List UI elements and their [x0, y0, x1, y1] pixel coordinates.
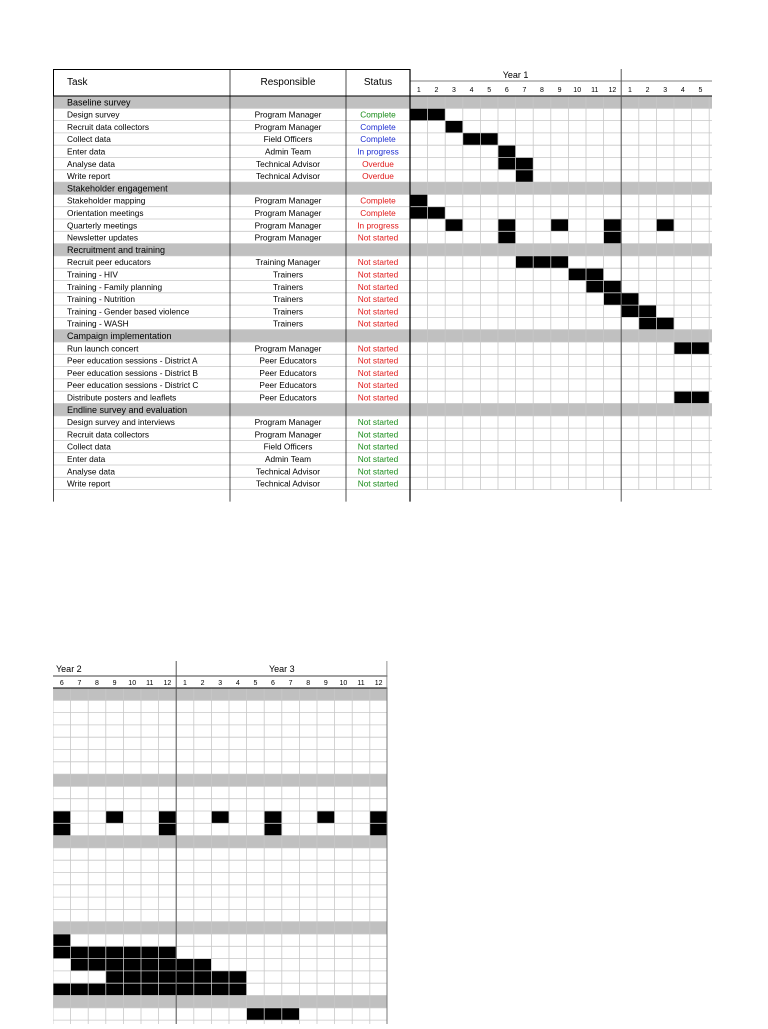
gantt-bar — [410, 194, 428, 206]
month-label: 6 — [271, 680, 275, 687]
gantt-bar — [53, 946, 71, 958]
task-name: Recruit peer educators — [67, 257, 151, 268]
task-responsible: Program Manager — [254, 429, 322, 440]
task-responsible: Program Manager — [254, 208, 322, 218]
task-responsible: Trainers — [272, 318, 304, 329]
gantt-bar — [71, 983, 89, 995]
gantt-bar — [159, 811, 177, 823]
month-label: 7 — [77, 680, 82, 687]
task-name: Analyse data — [67, 466, 115, 477]
gantt-bar — [71, 946, 89, 958]
gantt-bar — [516, 158, 534, 170]
month-label: 4 — [680, 87, 685, 94]
gantt-bar — [410, 207, 428, 219]
task-responsible: Program Manager — [254, 109, 322, 120]
month-label: 7 — [522, 87, 527, 94]
gantt-bar — [176, 971, 194, 983]
status-badge: Overdue — [362, 158, 394, 169]
task-responsible: Technical Advisor — [255, 478, 321, 489]
status-badge: Not started — [357, 232, 399, 243]
task-name: Recruit data collectors — [67, 429, 150, 440]
gantt-bar — [176, 959, 194, 971]
gantt-bar — [106, 971, 124, 983]
gantt-bar — [159, 959, 177, 971]
task-name: Quarterly meetings — [67, 220, 138, 231]
gantt-bar — [264, 823, 282, 835]
task-name: Design survey — [67, 109, 120, 120]
task-responsible: Program Manager — [254, 417, 322, 428]
month-label: 9 — [112, 680, 117, 687]
gantt-bar — [692, 342, 710, 354]
month-label: 10 — [339, 680, 348, 687]
year-label: Year 3 — [268, 664, 295, 674]
gantt-bar — [282, 1008, 300, 1020]
gantt-bar — [123, 959, 141, 971]
task-name: Training - Family planning — [67, 281, 163, 292]
gantt-bar — [71, 959, 89, 971]
month-label: 11 — [357, 680, 365, 687]
gantt-bar — [586, 281, 604, 293]
gantt-bar — [159, 946, 177, 958]
month-label: 8 — [95, 680, 99, 687]
gantt-bar — [410, 108, 428, 120]
month-label: 4 — [469, 87, 474, 94]
gantt-bar — [498, 158, 516, 170]
month-label: 12 — [163, 680, 172, 687]
gantt-bar — [551, 256, 569, 268]
status-badge: Not started — [357, 343, 399, 354]
status-badge: Not started — [357, 281, 399, 292]
gantt-bar — [106, 983, 124, 995]
status-badge: Not started — [357, 318, 399, 329]
task-responsible: Technical Advisor — [255, 466, 321, 477]
task-responsible: Training Manager — [255, 257, 321, 268]
status-badge: Not started — [357, 367, 399, 378]
section-band — [53, 688, 387, 700]
task-responsible: Field Officers — [263, 134, 313, 145]
task-responsible: Peer Educators — [259, 392, 317, 403]
status-badge: Overdue — [362, 171, 394, 182]
gantt-bar — [604, 219, 622, 231]
gantt-bar — [123, 983, 141, 995]
status-badge: In progress — [357, 220, 399, 231]
gantt-bar — [428, 207, 446, 219]
gantt-bar — [123, 946, 141, 958]
gantt-bar — [141, 946, 159, 958]
status-badge: Complete — [360, 134, 396, 145]
section-label: Stakeholder engagement — [67, 183, 168, 194]
month-label: 1 — [183, 680, 187, 687]
gantt-bar — [106, 811, 124, 823]
section-band — [53, 922, 387, 934]
gantt-bar — [53, 823, 71, 835]
header-responsible: Responsible — [260, 77, 316, 88]
task-name: Analyse data — [67, 158, 115, 169]
gantt-bar — [568, 268, 586, 280]
gantt-bar — [445, 219, 463, 231]
task-name: Training - WASH — [67, 318, 129, 329]
gantt-bar — [194, 983, 212, 995]
task-name: Write report — [67, 171, 111, 182]
month-label: 5 — [253, 680, 258, 687]
task-responsible: Peer Educators — [259, 367, 317, 378]
month-label: 12 — [608, 87, 617, 94]
gantt-bar — [141, 983, 159, 995]
month-label: 1 — [416, 87, 421, 94]
month-label: 8 — [306, 680, 311, 687]
month-label: 11 — [591, 87, 599, 94]
status-badge: Not started — [357, 257, 399, 268]
task-name: Newsletter updates — [67, 232, 139, 243]
task-name: Training - Nutrition — [67, 294, 135, 305]
month-label: 4 — [235, 680, 240, 687]
month-label: 1 — [628, 87, 632, 94]
gantt-bar — [141, 959, 159, 971]
gantt-bar — [211, 971, 229, 983]
status-badge: Not started — [357, 466, 399, 477]
status-badge: Not started — [357, 269, 399, 280]
task-name: Stakeholder mapping — [67, 195, 146, 206]
gantt-bar — [106, 959, 124, 971]
status-badge: Complete — [360, 195, 396, 206]
gantt-bar — [264, 811, 282, 823]
month-label: 2 — [200, 680, 205, 687]
gantt-bar — [498, 231, 516, 243]
gantt-bar — [194, 959, 212, 971]
month-label: 2 — [434, 87, 439, 94]
gantt-bar — [604, 281, 622, 293]
header-border — [54, 70, 411, 97]
task-name: Peer education sessions - District A — [67, 355, 198, 366]
gantt-bar — [53, 983, 71, 995]
gantt-bar — [247, 1008, 265, 1020]
month-label: 10 — [128, 680, 137, 687]
section-band — [53, 96, 712, 108]
gantt-bar — [88, 959, 106, 971]
task-name: Training - Gender based violence — [67, 306, 190, 317]
task-name: Design survey and interviews — [67, 417, 175, 428]
gantt-table-page-2 — [53, 661, 388, 1024]
gantt-bar — [586, 268, 604, 280]
gantt-bar — [551, 219, 569, 231]
gantt-bar — [88, 946, 106, 958]
task-name: Recruit data collectors — [67, 121, 150, 132]
year-label: Year 1 — [502, 70, 529, 80]
section-label: Endline survey and evaluation — [67, 404, 188, 415]
task-responsible: Technical Advisor — [255, 158, 321, 169]
month-label: 3 — [218, 680, 223, 687]
month-label: 9 — [557, 87, 562, 94]
gantt-bar — [106, 946, 124, 958]
task-responsible: Technical Advisor — [255, 171, 321, 182]
task-responsible: Admin Team — [265, 146, 311, 157]
gantt-bar — [229, 983, 247, 995]
gantt-page-2 — [53, 661, 388, 1024]
section-band — [53, 774, 387, 786]
gantt-bar — [229, 971, 247, 983]
task-name: Training - HIV — [67, 269, 118, 280]
gantt-bar — [498, 219, 516, 231]
header-task: Task — [67, 77, 88, 88]
task-name: Collect data — [67, 441, 111, 452]
gantt-bar — [428, 108, 446, 120]
month-label: 5 — [487, 87, 492, 94]
task-responsible: Trainers — [272, 269, 304, 280]
status-badge: Complete — [360, 109, 396, 120]
task-responsible: Program Manager — [254, 343, 322, 354]
month-label: 11 — [146, 680, 154, 687]
status-badge: Not started — [357, 429, 399, 440]
month-label: 12 — [374, 680, 383, 687]
gantt-bar — [141, 971, 159, 983]
task-name: Orientation meetings — [67, 208, 144, 218]
gantt-bar — [498, 145, 516, 157]
month-label: 3 — [663, 87, 668, 94]
gantt-bar — [176, 983, 194, 995]
gantt-table-page-1 — [53, 69, 712, 502]
gantt-bar — [53, 811, 71, 823]
task-name: Run launch concert — [67, 343, 139, 354]
gantt-bar — [604, 231, 622, 243]
gantt-bar — [53, 934, 71, 946]
status-badge: In progress — [357, 146, 399, 157]
task-responsible: Trainers — [272, 281, 304, 292]
section-label: Campaign implementation — [67, 331, 172, 341]
gantt-bar — [211, 811, 229, 823]
gantt-bar — [159, 823, 177, 835]
status-badge: Not started — [357, 355, 399, 366]
task-name: Distribute posters and leaflets — [67, 392, 177, 403]
month-label: 9 — [323, 680, 328, 687]
task-responsible: Field Officers — [263, 441, 313, 452]
status-badge: Not started — [357, 306, 399, 317]
gantt-bar — [370, 823, 388, 835]
task-name: Peer education sessions - District B — [67, 367, 198, 378]
task-name: Enter data — [67, 146, 106, 157]
header-status: Status — [363, 77, 393, 88]
task-responsible: Admin Team — [265, 454, 311, 464]
gantt-bar — [264, 1008, 282, 1020]
gantt-bar — [370, 811, 388, 823]
gantt-bar — [621, 305, 639, 317]
gantt-bar — [516, 256, 534, 268]
month-label: 10 — [573, 87, 582, 94]
gantt-bar — [463, 133, 481, 145]
month-label: 7 — [288, 680, 293, 687]
gantt-bar — [194, 971, 212, 983]
status-badge: Not started — [357, 380, 399, 391]
task-name: Peer education sessions - District C — [67, 380, 199, 391]
status-badge: Not started — [357, 478, 399, 489]
month-label: 3 — [452, 87, 456, 94]
task-name: Write report — [67, 478, 111, 489]
gantt-page-1 — [53, 69, 712, 502]
gantt-bar — [159, 971, 177, 983]
task-name: Enter data — [67, 454, 106, 464]
gantt-bar — [445, 121, 463, 133]
month-label: 5 — [698, 87, 703, 94]
status-badge: Complete — [360, 121, 396, 132]
status-badge: Not started — [357, 454, 399, 464]
task-name: Collect data — [67, 134, 111, 145]
month-label: 6 — [504, 87, 509, 94]
status-badge: Not started — [357, 392, 399, 403]
task-responsible: Program Manager — [254, 121, 322, 132]
task-responsible: Trainers — [272, 306, 304, 317]
gantt-bar — [656, 317, 674, 329]
section-band — [53, 836, 387, 848]
gantt-bar — [159, 983, 177, 995]
status-badge: Not started — [357, 294, 399, 305]
gantt-bar — [674, 391, 692, 403]
gantt-bar — [692, 391, 710, 403]
month-label: 6 — [59, 680, 64, 687]
section-label: Recruitment and training — [67, 244, 166, 255]
gantt-bar — [639, 305, 657, 317]
gantt-bar — [674, 342, 692, 354]
gantt-bar — [211, 983, 229, 995]
task-responsible: Program Manager — [254, 220, 322, 231]
year-label: Year 2 — [56, 664, 82, 674]
task-responsible: Program Manager — [254, 195, 322, 206]
gantt-bar — [317, 811, 335, 823]
status-badge: Not started — [357, 441, 399, 452]
gantt-bar — [123, 971, 141, 983]
gantt-bar — [516, 170, 534, 182]
section-label: Baseline survey — [67, 97, 131, 108]
gantt-bar — [88, 983, 106, 995]
gantt-bar — [621, 293, 639, 305]
gantt-bar — [604, 293, 622, 305]
status-badge: Not started — [357, 417, 399, 428]
task-responsible: Program Manager — [254, 232, 322, 243]
task-responsible: Trainers — [272, 294, 304, 305]
month-label: 8 — [540, 87, 544, 94]
task-responsible: Peer Educators — [259, 355, 317, 366]
gantt-bar — [656, 219, 674, 231]
gantt-bar — [639, 317, 657, 329]
section-band — [53, 996, 387, 1008]
month-label: 2 — [645, 87, 650, 94]
status-badge: Complete — [360, 208, 396, 218]
gantt-bar — [480, 133, 498, 145]
task-responsible: Peer Educators — [259, 380, 317, 391]
gantt-bar — [533, 256, 551, 268]
